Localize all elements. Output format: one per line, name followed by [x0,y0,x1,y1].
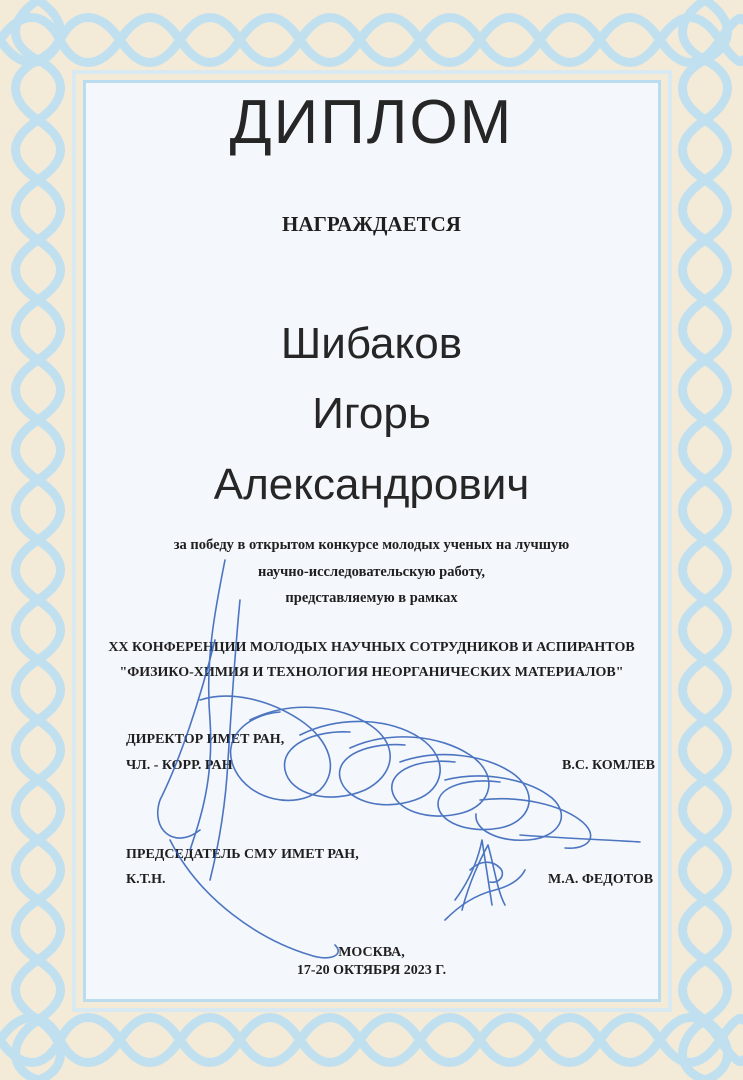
description-line: научно-исследовательскую работу, [258,564,485,580]
diploma-title: ДИПЛОМ [229,88,514,157]
place: МОСКВА, [338,945,405,960]
chairman-position: ПРЕДСЕДАТЕЛЬ СМУ ИМЕТ РАН, [126,847,359,862]
awarded-heading: НАГРАЖДАЕТСЯ [282,212,461,236]
conference-line: "ФИЗИКО-ХИМИЯ И ТЕХНОЛОГИЯ НЕОРГАНИЧЕСКИХ МАТЕРИАЛОВ" [119,665,624,680]
date: 17-20 ОКТЯБРЯ 2023 Г. [296,963,447,978]
director-title: ЧЛ. - КОРР. РАН [126,758,233,773]
recipient-surname: Шибаков [280,319,463,368]
recipient-patronymic: Александрович [213,460,530,509]
recipient-first-name: Игорь [312,389,431,438]
director-name: В.С. КОМЛЕВ [562,758,655,773]
conference-line: XX КОНФЕРЕНЦИИ МОЛОДЫХ НАУЧНЫХ СОТРУДНИКОВ И АСПИРАНТОВ [108,640,635,655]
description-line: представляемую в рамках [285,590,458,606]
chairman-degree: К.Т.Н. [126,872,166,887]
chairman-name: М.А. ФЕДОТОВ [548,872,654,887]
description-line: за победу в открытом конкурсе молодых ученых на лучшую [173,537,570,553]
director-position: ДИРЕКТОР ИМЕТ РАН, [126,732,285,747]
